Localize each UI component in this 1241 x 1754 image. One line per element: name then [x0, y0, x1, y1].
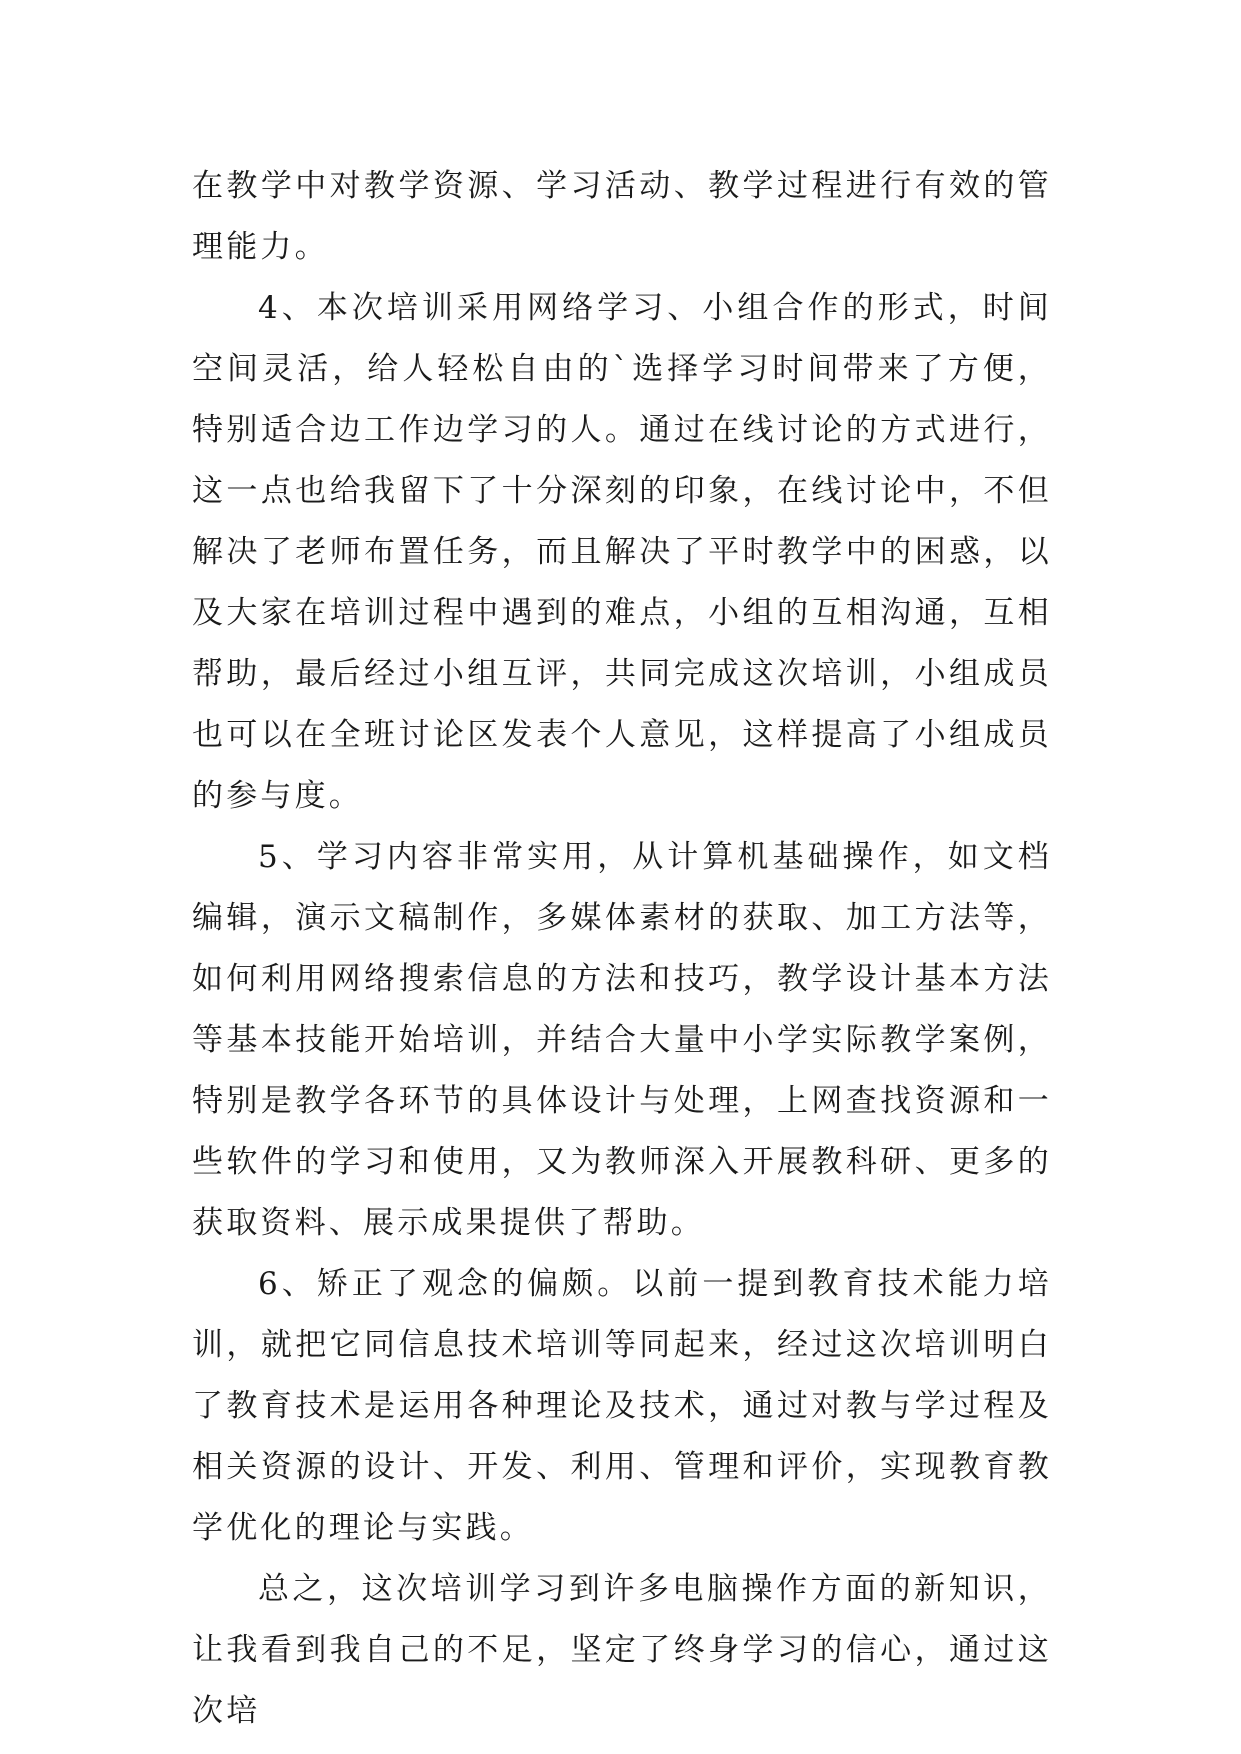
paragraph-item-4: 4、本次培训采用网络学习、小组合作的形式，时间空间灵活，给人轻松自由的`选择学习时间带来了方便，特别适合边工作边学习的人。通过在线讨论的方式进行，这一点也给我留下了十分深刻的印象，在线讨论中，不但解决了老师布置任务，而且解决了平时教学中的困惑，以及大家在培训过程中遇到的难点，小组的互相沟通，互相帮助，最后经过小组互评，共同完成这次培训，小组成员也可以在全班讨论区发表个人意见，这样提高了小组成员的参与度。: [192, 290, 1052, 814]
paragraph-summary: 总之，这次培训学习到许多电脑操作方面的新知识，让我看到我自己的不足，坚定了终身学习的信心，通过这次培: [192, 1571, 1052, 1729]
paragraph-item-5: 5、学习内容非常实用，从计算机基础操作，如文档编辑，演示文稿制作，多媒体素材的获取、加工方法等，如何利用网络搜索信息的方法和技巧，教学设计基本方法等基本技能开始培训，并结合大量中小学实际教学案例，特别是教学各环节的具体设计与处理，上网查找资源和一些软件的学习和使用，又为教师深入开展教科研、更多的获取资料、展示成果提供了帮助。: [192, 839, 1052, 1241]
paragraph-item-6: 6、矫正了观念的偏颇。以前一提到教育技术能力培训，就把它同信息技术培训等同起来，经过这次培训明白了教育技术是运用各种理论及技术，通过对教与学过程及相关资源的设计、开发、利用、管理和评价，实现教育教学优化的理论与实践。: [192, 1266, 1052, 1546]
paragraph-continuation: 在教学中对教学资源、学习活动、教学过程进行有效的管理能力。: [192, 168, 1052, 265]
body-text: [192, 156, 1052, 1742]
